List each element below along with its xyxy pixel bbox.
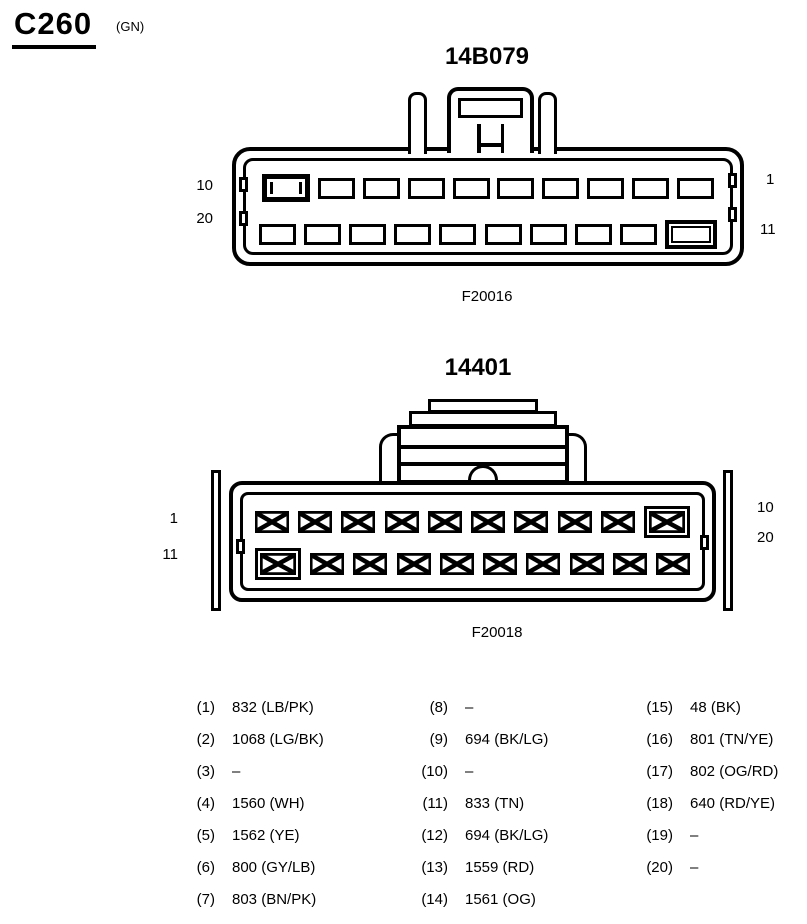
pin-cavity bbox=[530, 224, 567, 245]
wire-code: 48 (BK) bbox=[690, 699, 741, 716]
pin-cavity bbox=[259, 224, 296, 245]
latch-block bbox=[447, 87, 534, 153]
pin-number: (15) bbox=[646, 699, 673, 716]
connector-body bbox=[232, 147, 744, 266]
latch-block bbox=[397, 425, 569, 484]
pin-cavity-highlighted bbox=[262, 174, 310, 202]
pin-label-left-bottom: 20 bbox=[196, 210, 213, 227]
latch-prong-left bbox=[408, 92, 427, 154]
pin-cavity bbox=[255, 511, 289, 533]
wire-code: – bbox=[690, 827, 699, 844]
pin-cavity bbox=[341, 511, 375, 533]
pin-list-column bbox=[640, 699, 778, 891]
connector-cavity-shell bbox=[240, 492, 705, 591]
pin-cavity bbox=[394, 224, 431, 245]
pin-list-entry bbox=[640, 859, 778, 879]
pin-number: (10) bbox=[421, 763, 448, 780]
pin-list-column bbox=[410, 699, 548, 923]
pin-number: (7) bbox=[196, 891, 215, 908]
pin-cavity bbox=[439, 224, 476, 245]
keying-notch bbox=[728, 207, 737, 222]
pin-list-entry bbox=[410, 891, 548, 911]
pin-number: (13) bbox=[421, 859, 448, 876]
wire-code: 833 (TN) bbox=[465, 795, 525, 812]
wire-code: 802 (OG/RD) bbox=[690, 763, 779, 780]
pin-cavity bbox=[620, 224, 657, 245]
pin-label-left-top: 1 bbox=[169, 510, 178, 527]
pin-cavity bbox=[677, 178, 714, 199]
connector-body bbox=[229, 481, 716, 602]
latch-tab-middle bbox=[409, 411, 557, 427]
pin-cavity bbox=[310, 553, 344, 575]
pin-cavity bbox=[542, 178, 579, 199]
pin-number: (14) bbox=[421, 891, 448, 908]
connector-id-title: C260 bbox=[12, 6, 96, 49]
pin-list-entry bbox=[190, 731, 324, 751]
keying-notch bbox=[239, 211, 248, 226]
latch-rib bbox=[401, 445, 565, 449]
mounting-flange-left bbox=[211, 470, 221, 611]
pin-number: (17) bbox=[646, 763, 673, 780]
wire-code: 1560 (WH) bbox=[232, 795, 305, 812]
wire-code: 1559 (RD) bbox=[465, 859, 535, 876]
pin-list-entry bbox=[190, 795, 324, 815]
wire-code: 640 (RD/YE) bbox=[690, 795, 776, 812]
pin-list-entry bbox=[410, 859, 548, 879]
keying-notch bbox=[239, 177, 248, 192]
pin-number: (8) bbox=[429, 699, 448, 716]
wire-code: 1562 (YE) bbox=[232, 827, 300, 844]
pin-number: (11) bbox=[422, 795, 448, 812]
pin-cavity bbox=[485, 224, 522, 245]
keying-notch bbox=[236, 539, 245, 554]
pin-list-entry bbox=[190, 763, 324, 783]
pin-number: (12) bbox=[421, 827, 448, 844]
pin-list-entry bbox=[640, 699, 778, 719]
pin-label-right-top: 1 bbox=[766, 171, 775, 188]
figure-caption: F20018 bbox=[471, 624, 523, 641]
pin-cavity bbox=[570, 553, 604, 575]
pin-cavity bbox=[353, 553, 387, 575]
pin-list-entry bbox=[410, 827, 548, 847]
latch-hook-right bbox=[567, 433, 587, 483]
pin-list-entry bbox=[410, 795, 548, 815]
pin-row bbox=[259, 218, 717, 250]
pin-cavity bbox=[304, 224, 341, 245]
latch-rib bbox=[477, 124, 481, 153]
pin-row bbox=[255, 506, 690, 538]
pin-cavity bbox=[428, 511, 462, 533]
pin-number: (16) bbox=[646, 731, 673, 748]
pin-number: (6) bbox=[196, 859, 215, 876]
wire-code: 832 (LB/PK) bbox=[232, 699, 314, 716]
pin-cavity bbox=[575, 224, 612, 245]
pin-number: (1) bbox=[196, 699, 215, 716]
connector-name: 14401 bbox=[444, 354, 512, 381]
pin-cavity bbox=[497, 178, 534, 199]
pin-number: (2) bbox=[196, 731, 215, 748]
wire-code: 694 (BK/LG) bbox=[465, 731, 549, 748]
pin-list-entry bbox=[190, 699, 324, 719]
pin-cavity bbox=[363, 178, 400, 199]
pin-list-entry bbox=[190, 827, 324, 847]
connector-cavity-shell bbox=[243, 158, 733, 255]
latch-window bbox=[458, 98, 523, 118]
pin-label-left-bottom: 11 bbox=[162, 546, 178, 563]
pin-cavity bbox=[613, 553, 647, 575]
wire-code: – bbox=[465, 763, 474, 780]
pin-cavity bbox=[471, 511, 505, 533]
pin-cavity bbox=[601, 511, 635, 533]
pin-cavity bbox=[656, 553, 690, 575]
latch-rib bbox=[501, 124, 505, 153]
pin-number: (9) bbox=[429, 731, 448, 748]
connector-color-code: (GN) bbox=[116, 19, 145, 34]
keying-notch bbox=[700, 535, 709, 550]
pin-list-entry bbox=[640, 731, 778, 751]
pin-list-entry bbox=[410, 699, 548, 719]
latch-arc-notch bbox=[468, 465, 498, 480]
pin-list-entry bbox=[190, 891, 324, 911]
pin-number: (5) bbox=[196, 827, 215, 844]
pin-cavity-highlighted bbox=[644, 506, 690, 538]
mounting-flange-right bbox=[723, 470, 733, 611]
wire-code: 803 (BN/PK) bbox=[232, 891, 317, 908]
connector-name: 14B079 bbox=[444, 43, 530, 70]
pin-list-entry bbox=[410, 763, 548, 783]
pin-cavity bbox=[349, 224, 386, 245]
wire-code: – bbox=[465, 699, 474, 716]
wire-code: – bbox=[690, 859, 699, 876]
keying-notch bbox=[728, 173, 737, 188]
pin-cavity-highlighted bbox=[665, 220, 717, 249]
latch-rib-divider bbox=[477, 143, 504, 147]
pin-label-left-top: 10 bbox=[196, 177, 213, 194]
pin-cavity-highlighted bbox=[255, 548, 301, 580]
wire-code: 694 (BK/LG) bbox=[465, 827, 549, 844]
pin-number: (18) bbox=[646, 795, 673, 812]
pin-list-entry bbox=[410, 731, 548, 751]
pin-number: (20) bbox=[646, 859, 673, 876]
pin-number: (3) bbox=[196, 763, 215, 780]
pin-cavity bbox=[298, 511, 332, 533]
wire-code: 800 (GY/LB) bbox=[232, 859, 316, 876]
pin-cavity bbox=[385, 511, 419, 533]
pin-cavity bbox=[408, 178, 445, 199]
pin-cavity bbox=[483, 553, 517, 575]
pin-row bbox=[262, 173, 714, 203]
wire-code: – bbox=[232, 763, 241, 780]
wire-code: 1068 (LG/BK) bbox=[232, 731, 324, 748]
pin-cavity bbox=[397, 553, 431, 575]
pin-list-entry bbox=[190, 859, 324, 879]
pin-cavity bbox=[632, 178, 669, 199]
pin-label-right-bottom: 11 bbox=[760, 221, 776, 238]
latch-hook-left bbox=[379, 433, 399, 483]
pin-cavity bbox=[558, 511, 592, 533]
pin-cavity bbox=[453, 178, 490, 199]
pin-number: (4) bbox=[196, 795, 215, 812]
wire-code: 1561 (OG) bbox=[465, 891, 536, 908]
pin-list-entry bbox=[640, 827, 778, 847]
pin-cavity bbox=[514, 511, 548, 533]
pin-list-entry bbox=[640, 763, 778, 783]
pin-list-column bbox=[190, 699, 324, 923]
latch-tab-top bbox=[428, 399, 538, 413]
pin-cavity bbox=[318, 178, 355, 199]
pin-row bbox=[255, 547, 690, 581]
pin-label-right-top: 10 bbox=[757, 499, 774, 516]
pin-list-entry bbox=[640, 795, 778, 815]
latch-prong-right bbox=[538, 92, 557, 154]
pin-cavity bbox=[440, 553, 474, 575]
wire-code: 801 (TN/YE) bbox=[690, 731, 774, 748]
pin-cavity bbox=[587, 178, 624, 199]
figure-caption: F20016 bbox=[461, 288, 513, 305]
pin-cavity bbox=[526, 553, 560, 575]
pin-number: (19) bbox=[646, 827, 673, 844]
pin-label-right-bottom: 20 bbox=[757, 529, 774, 546]
